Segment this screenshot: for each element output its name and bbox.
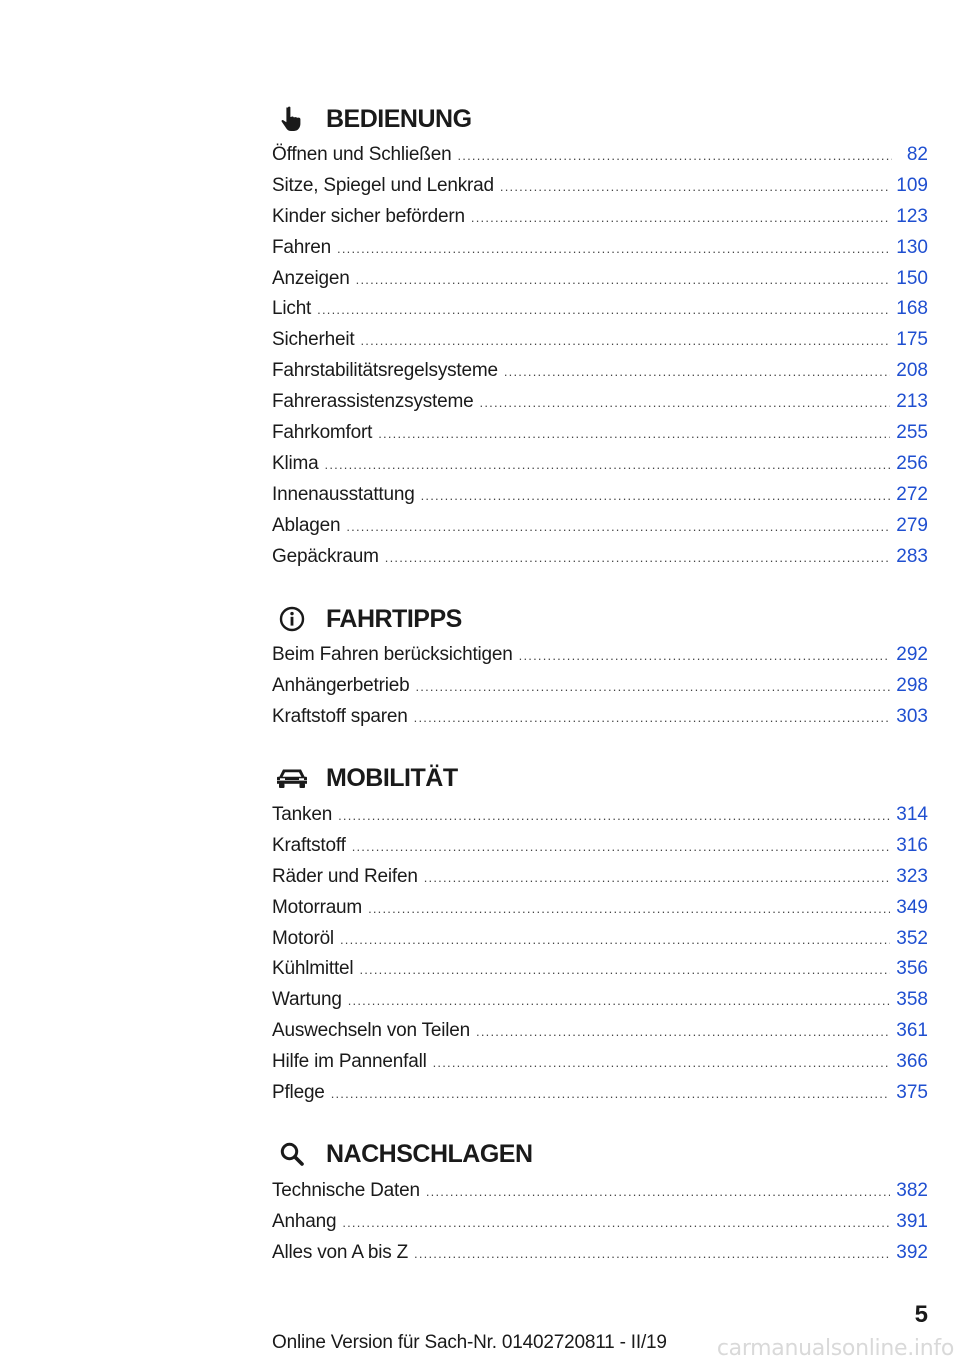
toc-entry-title: Ablagen <box>272 514 341 536</box>
toc-entry[interactable] <box>272 1207 928 1238</box>
dot-leader <box>337 234 890 264</box>
dot-leader <box>519 641 891 671</box>
dot-leader <box>414 703 891 733</box>
toc-entry-page-link[interactable]: 272 <box>896 483 928 505</box>
toc-entry-title: Licht <box>272 298 312 320</box>
toc-entry-page-link[interactable]: 382 <box>896 1180 928 1201</box>
dot-leader <box>348 986 891 1016</box>
dot-leader <box>342 1208 890 1238</box>
toc-list-bedienung <box>272 140 928 572</box>
dot-leader <box>317 295 890 325</box>
toc-entry-title: Wartung <box>272 989 342 1011</box>
toc-entry-title: Alles von A bis Z <box>272 1241 409 1263</box>
toc-entry-page-link[interactable]: 314 <box>896 804 928 825</box>
dot-leader <box>361 326 891 356</box>
toc-entry-title: Innenausstattung <box>272 483 415 505</box>
toc-entry[interactable] <box>272 1176 928 1207</box>
toc-entry-title: Pflege <box>272 1082 325 1104</box>
toc-entry[interactable] <box>272 985 928 1016</box>
toc-entry-page-link[interactable]: 175 <box>896 329 928 351</box>
toc-entry-page-link[interactable]: 392 <box>896 1241 928 1263</box>
toc-entry-title: Kraftstoff <box>272 834 346 856</box>
dot-leader <box>356 265 891 295</box>
toc-entry-title: Anhang <box>272 1210 337 1232</box>
toc-entry[interactable] <box>272 1078 928 1109</box>
toc-entry-page-link[interactable]: 279 <box>896 514 928 536</box>
footer-version: Online Version für Sach-Nr. 01402720811 - II/19 <box>272 1332 667 1353</box>
toc-entry-title: Motorraum <box>272 896 363 918</box>
dot-leader <box>421 481 891 511</box>
toc-entry[interactable] <box>272 480 928 511</box>
toc-entry-title: Kühlmittel <box>272 958 354 980</box>
toc-entry[interactable] <box>272 831 928 862</box>
toc-entry[interactable] <box>272 924 928 955</box>
toc-entry[interactable] <box>272 294 928 325</box>
toc-entry[interactable] <box>272 511 928 542</box>
dot-leader <box>476 1017 890 1047</box>
toc-entry-title: Fahrkomfort <box>272 422 373 444</box>
toc-entry-title: Öffnen und Schließen <box>272 144 452 165</box>
dot-leader <box>346 512 890 542</box>
toc-entry[interactable] <box>272 449 928 480</box>
dot-leader <box>340 925 890 955</box>
toc-entry-page-link[interactable]: 303 <box>896 705 928 727</box>
dot-leader <box>424 863 891 893</box>
toc-entry[interactable] <box>272 387 928 418</box>
section-header-mobilitaet <box>272 760 928 796</box>
toc-entry-page-link[interactable]: 82 <box>906 144 928 165</box>
toc-entry-page-link[interactable]: 150 <box>896 267 928 289</box>
info-circle-icon <box>272 601 312 637</box>
toc-entry-title: Hilfe im Pannenfall <box>272 1051 427 1073</box>
toc-entry-page-link[interactable]: 213 <box>896 391 928 413</box>
dot-leader <box>385 543 891 573</box>
section-header-bedienung <box>272 101 928 137</box>
toc-entry-title: Fahrerassistenzsysteme <box>272 391 474 413</box>
toc-entry-title: Fahrstabilitätsregelsysteme <box>272 360 498 382</box>
dot-leader <box>352 832 891 862</box>
toc-entry-page-link[interactable]: 168 <box>896 298 928 320</box>
toc-list-mobilitaet <box>272 800 928 1109</box>
car-icon <box>272 760 312 796</box>
toc-entry[interactable] <box>272 800 928 831</box>
watermark: carmanualsonline.info <box>716 1336 954 1361</box>
toc-entry-title: Anhängerbetrieb <box>272 674 410 696</box>
dot-leader <box>433 1048 891 1078</box>
toc-entry-page-link[interactable]: 256 <box>896 452 928 474</box>
toc-entry-title: Sicherheit <box>272 329 355 351</box>
toc-entry-page-link[interactable]: 356 <box>896 958 928 980</box>
toc-entry-title: Sitze, Spiegel und Lenkrad <box>272 174 494 196</box>
toc-entry-page-link[interactable]: 349 <box>896 896 928 918</box>
dot-leader <box>426 1177 890 1207</box>
dot-leader <box>338 801 890 831</box>
toc-entry[interactable] <box>272 325 928 356</box>
toc-entry-page-link[interactable]: 352 <box>896 927 928 949</box>
toc-entry-page-link[interactable]: 323 <box>896 865 928 887</box>
toc-entry[interactable] <box>272 893 928 924</box>
dot-leader <box>480 388 891 418</box>
dot-leader <box>368 894 890 924</box>
toc-entry-page-link[interactable]: 375 <box>896 1082 928 1104</box>
toc-entry[interactable] <box>272 264 928 295</box>
section-title: NACHSCHLAGEN <box>326 1139 533 1168</box>
toc-entry[interactable] <box>272 356 928 387</box>
toc-entry-page-link[interactable]: 366 <box>896 1051 928 1073</box>
toc-entry[interactable] <box>272 671 928 702</box>
toc-entry-title: Technische Daten <box>272 1180 420 1201</box>
toc-list-nachschlagen <box>272 1176 928 1269</box>
dot-leader <box>378 419 890 449</box>
dot-leader <box>457 141 892 171</box>
section-header-nachschlagen <box>272 1136 928 1172</box>
toc-list-fahrtipps <box>272 640 928 733</box>
toc-entry[interactable] <box>272 1016 928 1047</box>
toc-entry-page-link[interactable]: 292 <box>896 644 928 665</box>
toc-entry-page-link[interactable]: 361 <box>896 1020 928 1042</box>
toc-entry-title: Gepäckraum <box>272 545 379 567</box>
dot-leader <box>325 450 891 480</box>
toc-entry[interactable] <box>272 418 928 449</box>
toc-entry-title: Klima <box>272 452 319 474</box>
toc-entry[interactable] <box>272 702 928 733</box>
toc-entry[interactable] <box>272 1047 928 1078</box>
dot-leader <box>331 1079 891 1109</box>
toc-entry-title: Tanken <box>272 804 333 825</box>
magnifier-icon <box>272 1136 312 1172</box>
toc-entry-page-link[interactable]: 358 <box>896 989 928 1011</box>
toc-entry-page-link[interactable]: 391 <box>896 1210 928 1232</box>
dot-leader <box>471 203 890 233</box>
toc-entry-title: Kraftstoff sparen <box>272 705 408 727</box>
toc-entry-title: Auswechseln von Teilen <box>272 1020 471 1042</box>
toc-entry-title: Motoröl <box>272 927 334 949</box>
toc-entry-page-link[interactable]: 283 <box>896 545 928 567</box>
toc-entry-title: Kinder sicher befördern <box>272 205 465 227</box>
toc-entry[interactable] <box>272 1238 928 1269</box>
toc-entry-title: Beim Fahren berücksichtigen <box>272 644 513 665</box>
toc-entry-page-link[interactable]: 316 <box>896 834 928 856</box>
hand-pointer-icon <box>272 101 312 137</box>
toc-entry[interactable] <box>272 862 928 893</box>
dot-leader <box>416 672 891 702</box>
toc-entry[interactable] <box>272 202 928 233</box>
toc-entry-page-link[interactable]: 123 <box>896 205 928 227</box>
toc-entry-title: Anzeigen <box>272 267 350 289</box>
page-number: 5 <box>914 1301 928 1328</box>
toc-entry-page-link[interactable]: 255 <box>896 422 928 444</box>
toc-entry[interactable] <box>272 954 928 985</box>
section-title: FAHRTIPPS <box>326 604 462 633</box>
dot-leader <box>414 1239 890 1269</box>
dot-leader <box>359 955 890 985</box>
toc-entry-title: Räder und Reifen <box>272 865 418 887</box>
toc-entry-page-link[interactable]: 298 <box>896 674 928 696</box>
dot-leader <box>504 357 890 387</box>
section-header-fahrtipps <box>272 601 928 637</box>
toc-entry[interactable] <box>272 171 928 202</box>
toc-entry-title: Fahren <box>272 236 332 258</box>
toc-entry-page-link[interactable]: 109 <box>896 174 928 196</box>
toc-entry[interactable] <box>272 640 928 671</box>
toc-entry-page-link[interactable]: 130 <box>896 236 928 258</box>
toc-entry[interactable] <box>272 233 928 264</box>
section-title: MOBILITÄT <box>326 763 458 792</box>
toc-entry[interactable] <box>272 140 928 171</box>
dot-leader <box>500 172 890 202</box>
toc-entry-page-link[interactable]: 208 <box>896 360 928 382</box>
toc-entry[interactable] <box>272 542 928 573</box>
section-title: BEDIENUNG <box>326 104 472 133</box>
